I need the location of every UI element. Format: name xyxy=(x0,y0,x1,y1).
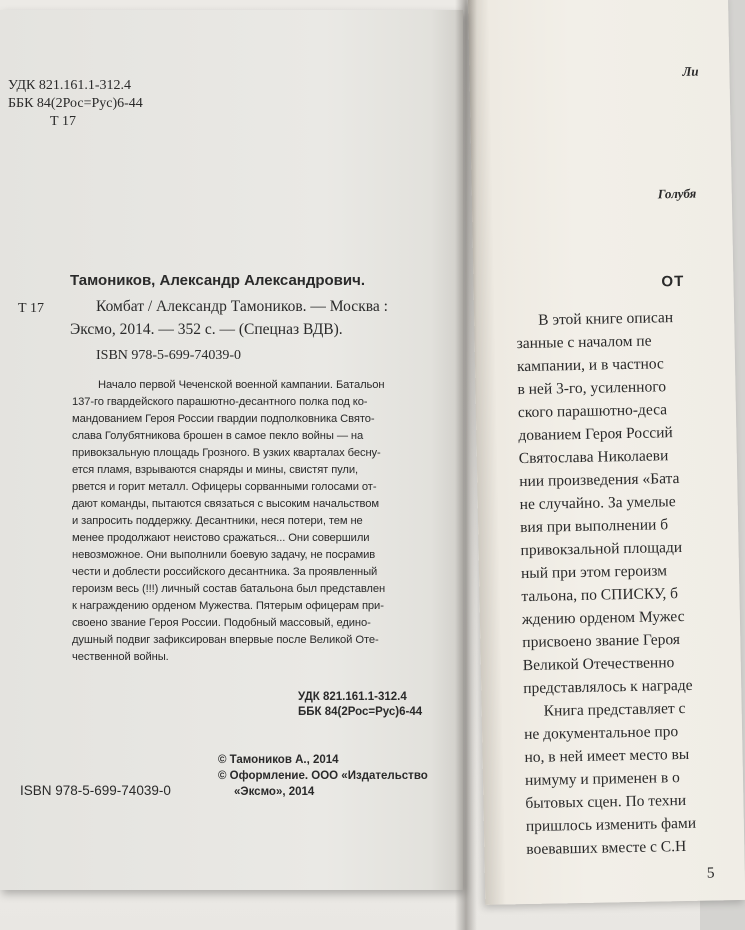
isbn: ISBN 978-5-699-74039-0 xyxy=(96,348,242,363)
author-mark: Т 17 xyxy=(50,114,77,129)
right-page-dedication-fragment: Голубя xyxy=(657,185,697,202)
right-page-line: дованием Героя Россий xyxy=(518,424,673,445)
udk-code: УДК 821.161.1-312.4 xyxy=(8,78,132,93)
isbn-bottom: ISBN 978-5-699-74039-0 xyxy=(20,783,171,798)
right-page-line: не документальное про xyxy=(523,723,679,744)
bibliographic-line: Комбат / Александр Тамоников. — Москва : xyxy=(96,298,388,315)
right-page-line: нии произведения «Бата xyxy=(519,470,680,491)
right-page-line: бытовых сцен. По техни xyxy=(525,791,687,813)
right-page-line: тальона, по СПИСКУ, б xyxy=(521,585,679,606)
right-page-heading-fragment: ОТ xyxy=(661,272,685,291)
bbk-code-bottom: ББК 84(2Рос=Рус)6-44 xyxy=(298,706,423,718)
annotation-line: чести и доблести российского десантника. За проявленный xyxy=(72,566,378,578)
right-page-line: привокзальной площади xyxy=(520,538,683,560)
annotation-line: мандованием Героя России гвардии подполковника Свято- xyxy=(72,413,375,425)
right-page-line: Книга представляет с xyxy=(543,699,686,720)
annotation-line: менее продолжают неистово сражаться... Они совершили xyxy=(72,532,370,544)
author-heading: Тамоников, Александр Александрович. xyxy=(70,272,366,289)
annotation-line: своено звание Героя России. Подобный массовый, едино- xyxy=(72,617,371,629)
right-page-line: вия при выполнении б xyxy=(519,516,669,537)
right-page-line: но, в ней имеет место вы xyxy=(524,745,690,767)
copyright-line: © Оформление. ООО «Издательство xyxy=(218,770,428,782)
right-page-line: занные с началом пе xyxy=(516,332,652,353)
right-page-line: не случайно. За умелые xyxy=(519,493,676,514)
annotation-line: привокзальную площадь Грозного. В узких кварталах бесну- xyxy=(72,447,381,459)
right-page-top-fragment: Ли xyxy=(682,63,699,79)
page-number: 5 xyxy=(706,864,715,882)
annotation-line: рвется и горит металл. Офицеры сорванными голосами от- xyxy=(72,481,377,493)
annotation-line: и запросить поддержку. Десантники, неся потери, тем не xyxy=(72,515,363,527)
udk-code-bottom: УДК 821.161.1-312.4 xyxy=(298,691,407,703)
right-page-line: Святослава Николаеви xyxy=(518,447,669,468)
bibliographic-line: Эксмо, 2014. — 352 с. — (Спецназ ВДВ). xyxy=(70,321,343,338)
annotation-line: душный подвиг зафиксирован впервые после Великой Оте- xyxy=(72,634,379,646)
side-author-mark: Т 17 xyxy=(18,301,45,316)
bbk-code: ББК 84(2Рос=Рус)6-44 xyxy=(8,96,143,111)
book-gutter-shadow xyxy=(455,0,477,930)
annotation-line: невозможное. Они выполнили боевую задачу, не посрамив xyxy=(72,549,376,561)
right-page-line: нимуму и применен в о xyxy=(524,769,681,790)
annotation-line: дают команды, пытаются связаться с высоким начальством xyxy=(72,498,379,510)
annotation-line: к награждению орденом Мужества. Пятерым офицерам при- xyxy=(72,600,384,612)
right-page-line: В этой книге описан xyxy=(537,309,674,329)
right-page xyxy=(468,0,745,905)
right-page-line: ный при этом героизм xyxy=(520,562,668,583)
copyright-line: © Тамоников А., 2014 xyxy=(218,754,339,766)
right-page-line: присвоено звание Героя xyxy=(522,631,681,652)
annotation-line: героизм весь (!!!) личный состав батальона был представлен xyxy=(72,583,386,595)
right-page-line: в ней 3-го, усиленного xyxy=(517,378,667,399)
right-page-line: кампании, и в частнос xyxy=(516,355,664,376)
annotation-line: слава Голубятникова брошен в самое пекло войны — на xyxy=(72,430,364,442)
annotation-line: Начало первой Чеченской военной кампании. Батальон xyxy=(98,379,385,391)
right-page-line: ждению орденом Мужес xyxy=(521,607,685,629)
right-page-line: представлялось к награде xyxy=(523,676,693,698)
right-page-line: ского парашютно-деса xyxy=(517,401,668,422)
annotation-line: чественной войны. xyxy=(72,651,169,663)
right-page-line: Великой Отечественно xyxy=(522,654,675,675)
right-page-line: воевавших вместе с С.Н xyxy=(526,837,687,859)
annotation-line: ется пламя, взрываются снаряды и мины, свистят пули, xyxy=(72,464,358,476)
copyright-line: «Эксмо», 2014 xyxy=(234,786,315,798)
right-page-line: пришлось изменить фами xyxy=(525,814,697,836)
annotation-line: 137-го гвардейского парашютно-десантного полка под ко- xyxy=(72,396,368,408)
